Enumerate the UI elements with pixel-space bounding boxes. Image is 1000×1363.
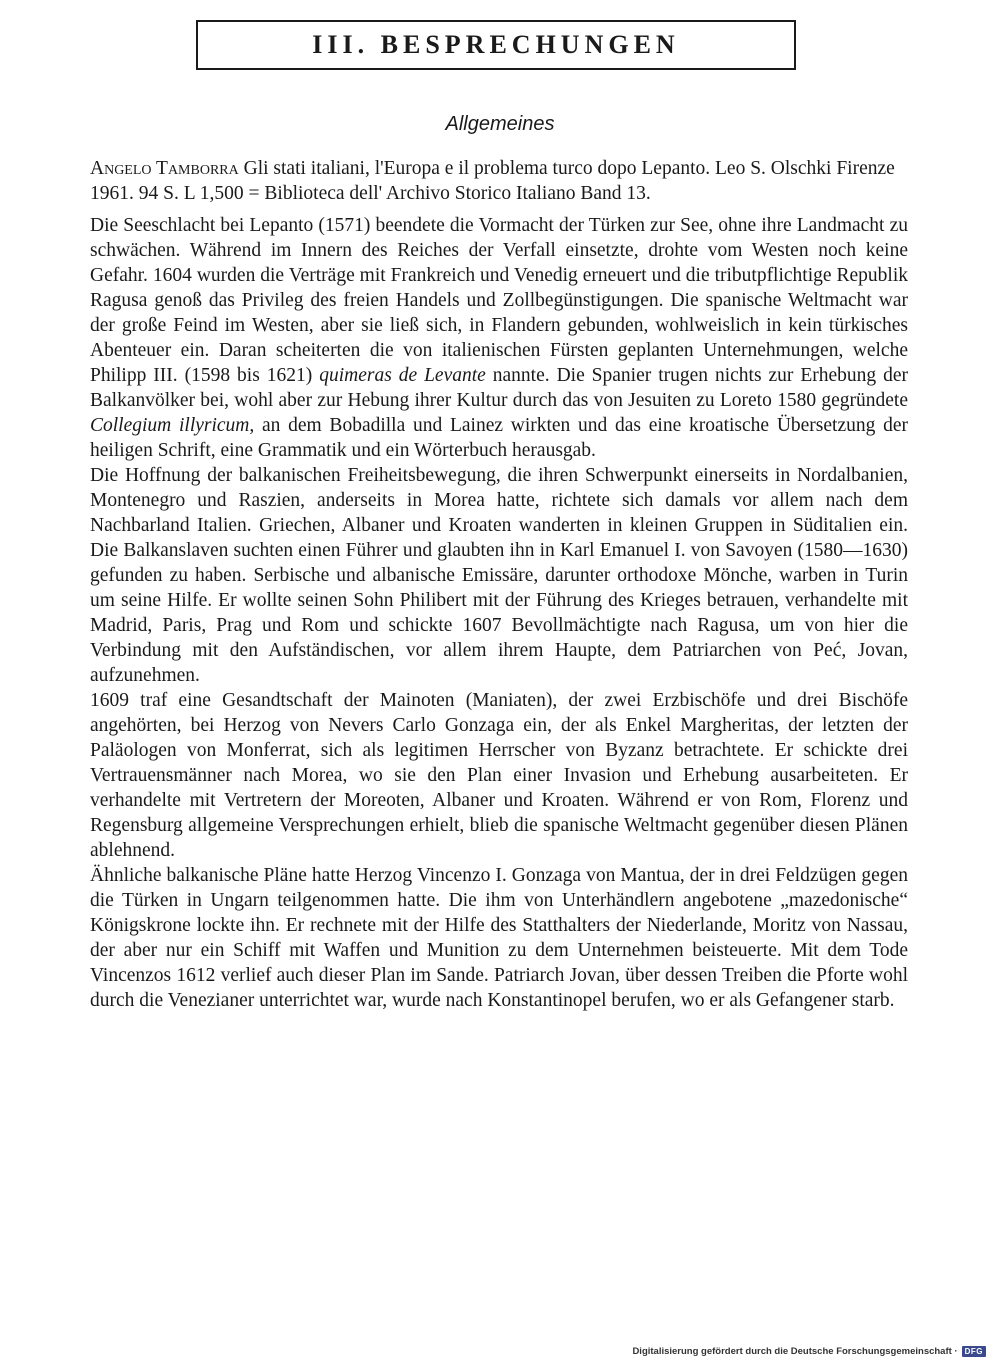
digitization-footer [632, 1346, 986, 1357]
subsection-heading: Allgemeines [445, 113, 555, 135]
book-citation [90, 156, 908, 206]
section-header-box [196, 20, 796, 70]
review-body [90, 156, 908, 1013]
section-header-title: III. BESPRECHUNGEN [312, 30, 680, 59]
paragraph-4: Ähnliche balkanische Pläne hatte Herzog Vincenzo I. Gonzaga von Mantua, der in drei Feldzügen gegen die Türken in Ungarn teilgenommen hatte. Die ihm von Unterhändlern angebotene „mazedonische“ Königskrone lockte ihn. Er rechnete mit der Hilfe des Statthalters der Niederlande, Moritz von Nassau, der aber nur ein Schiff mit Waffen und Munition zu dem Unternehmen beisteuerte. Mit dem Tode Vincenzos 1612 verlief auch dieser Plan im Sande. Patriarch Jovan, über dessen Treiben die Pforte wohl durch die Venezianer unterrichtet war, wurde nach Konstantinopel berufen, wo er als Gefangener starb. [90, 865, 908, 1011]
paragraph-1-part-c: an dem Bobadilla und Lainez wirkten und das eine kroatische Übersetzung der heiligen Schrift, eine Grammatik und ein Wörterbuch herausgab. [90, 415, 908, 461]
paragraph-2: Die Hoffnung der balkanischen Freiheitsbewegung, die ihren Schwerpunkt einerseits in Nordalbanien, Montenegro und Raszien, anderseits in Morea hatte, richtete sich damals vor allem nach dem Nachbarland Italien. Griechen, Albaner und Kroaten wanderten in kleinen Gruppen in Süditalien ein. Die Balkanslaven suchten einen Führer und glaubten ihn in Karl Emanuel I. von Savoyen (1580—1630) gefunden zu haben. Serbische und albanische Emissäre, darunter orthodoxe Mönche, warben in Turin um seine Hilfe. Er wollte seinen Sohn Philibert mit der Führung des Krieges betrauen, verhandelte mit Madrid, Paris, Prag und Rom und schickte 1607 Bevollmächtigte nach Ragusa, um von hier die Verbindung mit den Aufständischen, vor allem ihrem Haupte, dem Patriarchen von Peć, Jovan, aufzunehmen. [90, 465, 908, 686]
paragraph-1-emphasis-quimeras: quimeras de Levante [319, 365, 486, 386]
citation-author: Angelo Tamborra [90, 158, 239, 179]
paragraph-1-part-a: Die Seeschlacht bei Lepanto (1571) beendete die Vormacht der Türken zur See, ohne ihre Landmacht zu schwächen. Während im Innern des Reiches der Verfall einsetzte, drohte vom Westen noch keine Gefahr. 1604 wurden die Verträge mit Frankreich und Venedig erneuert und die tributpflichtige Republik Ragusa genoß das Privileg des freien Handels und Zollbegünstigungen. Die spanische Weltmacht war der große Feind im Westen, aber sie ließ sich, in Flandern gebunden, wohlweislich in kein türkisches Abenteuer ein. Daran scheiterten die von italienischen Fürsten geplanten Unternehmungen, welche Philipp III. (1598 bis 1621) [90, 215, 908, 386]
paragraph-1 [90, 213, 908, 463]
paragraph-3: 1609 traf eine Gesandtschaft der Mainoten (Maniaten), der zwei Erzbischöfe und drei Bischöfe angehörten, bei Herzog von Nevers Carlo Gonzaga ein, der als Enkel Margheritas, der letzten der Paläologen von Monferrat, sich als legitimen Herrscher von Byzanz betrachtete. Er schickte drei Vertrauensmänner nach Morea, wo sie den Plan einer Invasion und Erhebung ausarbeiteten. Er verhandelte mit Vertretern der Moreoten, Albaner und Kroaten. Während er von Rom, Florenz und Regensburg allgemeine Versprechungen erhielt, blieb die spanische Weltmacht gegenüber diesen Plänen ablehnend. [90, 690, 908, 861]
dfg-logo-icon: DFG [962, 1346, 986, 1357]
citation-details: Gli stati italiani, l'Europa e il problema turco dopo Lepanto. Leo S. Olschki Firenze 1961. 94 S. L 1,500 = Biblioteca dell' Archivo Storico Italiano Band 13. [90, 158, 895, 204]
footer-credit-text: Digitalisierung gefördert durch die Deutsche Forschungsgemeinschaft · [632, 1346, 958, 1357]
paragraph-1-emphasis-collegium: Collegium illyricum, [90, 415, 255, 436]
paragraph-1-part-b: nannte. Die Spanier trugen nichts zur Erhebung der Balkanvölker bei, wohl aber zur Hebung ihrer Kultur durch das von Jesuiten zu Loreto 1580 gegründete [90, 365, 909, 411]
